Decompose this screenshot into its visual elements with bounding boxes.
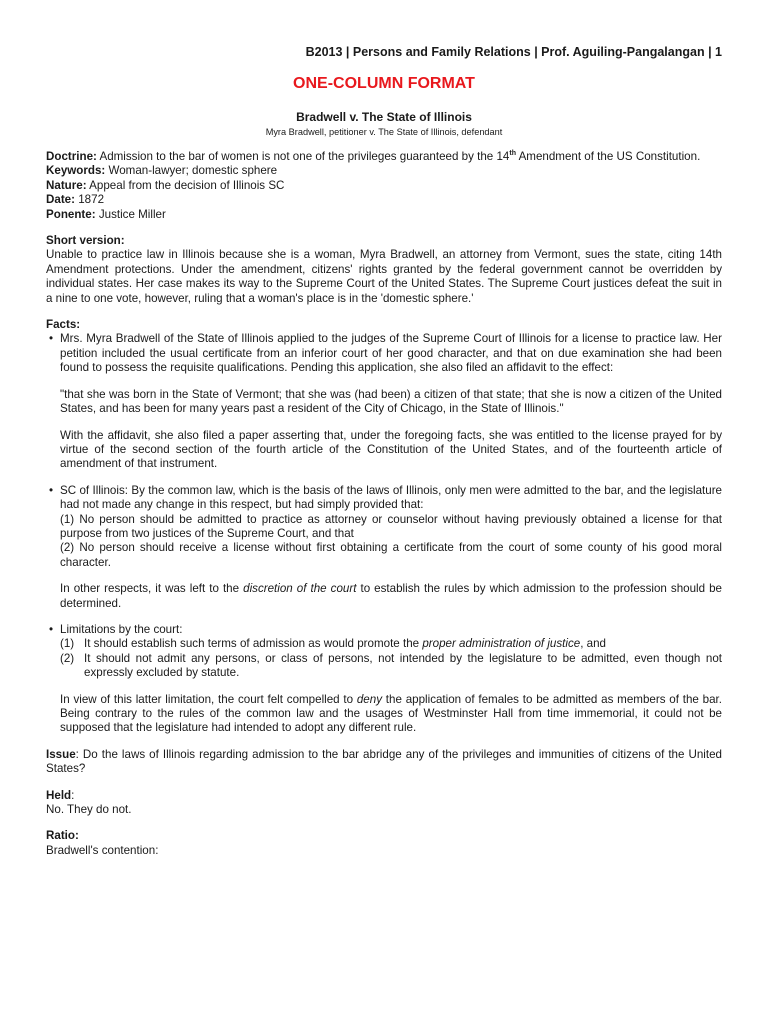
doctrine: Doctrine: Admission to the bar of women is not one of the privileges guaranteed by the 14th Amendment of the US Constitution. <box>46 150 701 163</box>
ponente: Ponente: Justice Miller <box>46 207 166 221</box>
bullet-icon: • <box>49 483 54 497</box>
date: Date: 1872 <box>46 193 105 207</box>
issue: Issue: Do the laws of Illinois regarding admission to the bar abridge any of the privileges and immunities of citizens of the United States? <box>46 747 722 776</box>
facts-bullet-1 <box>46 332 722 471</box>
case-parties: Myra Bradwell, petitioner v. The State of Illinois, defendant <box>265 127 503 137</box>
facts-heading: Facts: <box>46 318 81 332</box>
facts-paragraph: SC of Illinois: By the common law, which is the basis of the laws of Illinois, only men were admitted to the bar, and the legislature had not made any change in this respect, but had simply provided that: <box>60 483 722 512</box>
case-title: Bradwell v. The State of Illinois <box>296 110 472 124</box>
ratio-text: Bradwell's contention: <box>46 843 159 857</box>
facts-paragraph: In view of this latter limitation, the court felt compelled to deny the application of females to be admitted as members of the bar. Being contrary to the rules of the common law and the usages of Westminster Hall from time immemorial, it could not be supposed that the legislature had intended to adopt any different rule. <box>60 692 722 735</box>
nature: Nature: Appeal from the decision of Illinois SC <box>46 178 285 192</box>
facts-paragraph: Limitations by the court: <box>60 622 183 636</box>
facts-paragraph: In other respects, it was left to the discretion of the court to establish the rules by which admission to the profession should be determined. <box>60 582 723 610</box>
short-version-text: Unable to practice law in Illinois because she is a woman, Myra Bradwell, an attorney from Vermont, sues the state, citing 14th Amendment protections. Under the amendment, citizens' rights granted by the federal government cannot be overridden by individual states. Her case makes its way to the Supreme Court of the United States. The Supreme Court justices defeat the suit in a nine to one vote, however, ruling that a woman's place is in the 'domestic sphere.' <box>46 248 722 305</box>
affidavit-quote: "that she was born in the State of Vermont; that she was (had been) a citizen of that state; that she is now a citizen of the United States, and has been for many years past a resident of the City of Chicago, in the State of Illinois." <box>60 387 722 416</box>
keywords: Keywords: Woman-lawyer; domestic sphere <box>46 164 278 178</box>
list-item: (2) It should not admit any persons, or class of persons, not intended by the legislature to be admitted, even though not expressly excluded by statute. <box>60 651 722 680</box>
facts-paragraph: With the affidavit, she also filed a paper asserting that, under the foregoing facts, she was entitled to the license prayed for by virtue of the second section of the fourth article of the Constitution of the United States, and of the fourteenth article of amendment of that instrument. <box>60 428 722 471</box>
facts-bullet-2 <box>46 484 722 611</box>
held-heading: Held: <box>46 788 75 802</box>
list-item: (2) No person should receive a license without first obtaining a certificate from the court of some county of his good moral character. <box>60 541 722 569</box>
facts-bullet-3 <box>46 623 722 637</box>
page-header: B2013 | Persons and Family Relations | Prof. Aguiling-Pangalangan | 1 <box>305 45 722 59</box>
format-title: ONE-COLUMN FORMAT <box>293 75 475 92</box>
ratio-heading: Ratio: <box>46 829 79 843</box>
bullet-icon: • <box>49 332 54 346</box>
facts-paragraph: Mrs. Myra Bradwell of the State of Illinois applied to the judges of the Supreme Court of Illinois for a license to practice law. Her petition included the usual certificate from an inferior court of her good character, and that on due examination she had been found to possess the requisite qualifications. Pending this application, she also filed an affidavit to the effect: <box>60 332 722 375</box>
held-text: No. They do not. <box>46 803 132 817</box>
document-body <box>46 150 722 858</box>
list-item: (1) No person should be admitted to practice as attorney or counselor without having previously obtained a license for that purpose from two justices of the Supreme Court, and that <box>60 512 722 540</box>
list-item: (1) It should establish such terms of admission as would promote the proper administration of justice, and <box>60 637 607 651</box>
short-version-heading: Short version: <box>46 234 125 248</box>
bullet-icon: • <box>49 622 54 636</box>
